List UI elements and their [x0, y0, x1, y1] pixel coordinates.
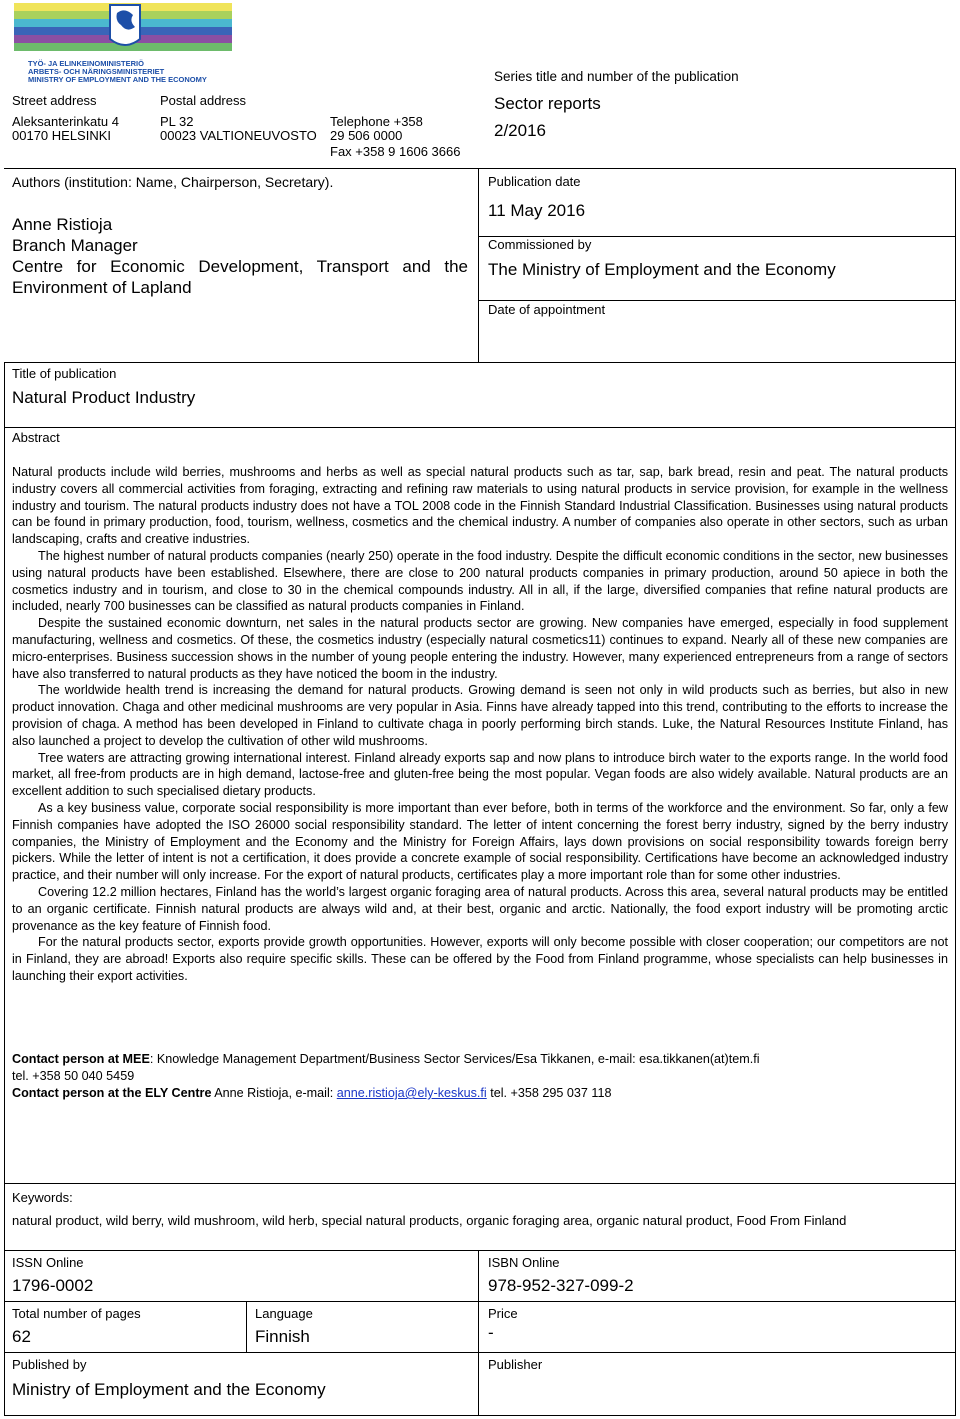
price-label: Price: [488, 1306, 518, 1321]
series-number: 2/2016: [494, 121, 546, 140]
title-label: Title of publication: [12, 366, 117, 381]
abstract-paragraph: The worldwide health trend is increasing the demand for natural products. Growing demand is seen not only in wild products such as berries, but also in new product innovation. Chaga and other medicinal mushrooms are very popular in Asia. Finns have already tapped into this trend, contributing to the efforts to increase the provision of chaga. A method has been developed in Finland to cultivate chaga in poorly performing birch stands. Luke, the Natural Resources Institute Finland, has also launched a project to develop the cultivation of other wild mushrooms.: [12, 683, 948, 748]
abstract-paragraph: Natural products include wild berries, mushrooms and herbs as well as special natural products such as tar, sap, bark bread, resin and peat. The natural products industry covers all commercial activities from foraging, extracting and refining raw materials to using natural products in service provision, for example in the wellness industry and tourism. The natural products industry does not have a TOL 2008 code in the Finnish Standard Industrial Classification. Businesses using natural products can be found in primary production, food, tourism, wellness, cosmetics and the chemical industry. A number of companies also operate in other sectors, such as urban landscaping, crafts and creative industries.: [12, 465, 948, 547]
divider: [955, 168, 956, 362]
commissioned-label: Commissioned by: [488, 237, 592, 252]
isbn-label: ISBN Online: [488, 1255, 560, 1270]
contact-mee-text: : Knowledge Management Department/Business Sector Services/Esa Tikkanen, e-mail: esa.tikkanen(at)tem.fi: [149, 1052, 760, 1066]
abstract-paragraph: Tree waters are attracting growing international interest. Finland already exports sap and now plans to introduce birch water to the exports range. In the world food market, all free-from products are in high demand, lactose-free and gluten-free being the most popular. Vegan foods are also widely available. Natural products are an excellent addition to such specialised dietary products.: [12, 750, 948, 799]
price-value: -: [488, 1323, 494, 1342]
divider: [4, 1301, 956, 1302]
divider: [4, 1415, 956, 1416]
author-org-2: Environment of Lapland: [12, 278, 192, 297]
language-label: Language: [255, 1306, 313, 1321]
abstract-label: Abstract: [12, 430, 60, 445]
contact-ely-label: Contact person at the ELY Centre: [12, 1086, 212, 1100]
divider: [4, 1250, 956, 1251]
divider: [478, 300, 956, 301]
series-label: Series title and number of the publication: [494, 69, 739, 84]
contact-ely: [12, 1086, 612, 1100]
logo-line-finnish: TYÖ- JA ELINKEINOMINISTERIÖ: [28, 59, 144, 68]
fax-number: Fax +358 9 1606 3666: [330, 144, 461, 159]
issn-label: ISSN Online: [12, 1255, 84, 1270]
telephone-number: 29 506 0000: [330, 128, 403, 143]
authors-label: Authors (institution: Name, Chairperson, Secretary).: [12, 174, 334, 190]
street-address: Aleksanterinkatu 4: [12, 114, 119, 129]
isbn-value: 978-952-327-099-2: [488, 1276, 634, 1295]
abstract-paragraph: For the natural products sector, exports provide growth opportunities. However, exports will only become possible with closer cooperation; our competitors are not in Finland, they are abroad! Exports also require specific skills. These can be offered by the Food from Finland programme, whose specialists can help businesses in launching their export activities.: [12, 935, 948, 983]
lion-emblem-icon: [110, 5, 140, 45]
street-city: 00170 HELSINKI: [12, 128, 112, 143]
pages-label: Total number of pages: [12, 1306, 141, 1321]
divider: [478, 168, 479, 362]
logo-line-swedish: ARBETS- OCH NÄRINGSMINISTERIET: [28, 67, 165, 76]
series-title: Sector reports: [494, 94, 601, 113]
postal-address: PL 32: [160, 114, 194, 129]
author-role: Branch Manager: [12, 236, 138, 255]
publication-date: 11 May 2016: [488, 201, 586, 220]
divider: [478, 1250, 479, 1415]
divider: [246, 1301, 247, 1352]
abstract-paragraph: Covering 12.2 million hectares, Finland has the world’s largest organic foraging area of natural products. Across this area, several natural products may be entitled to an organic certificate. Finnish natural products are always wild and, at their best, organic and arctic. Nationally, the food export industry will be promoting arctic provenance as the key feature of Finnish food.: [12, 884, 948, 933]
abstract-paragraph: The highest number of natural products companies (nearly 250) operate in the food industry. Despite the difficult economic conditions in the sector, new businesses using natural products have been established. Elsewhere, there are close to 200 natural products companies in primary production, around 50 apiece in both the cosmetics industry and in tourism, and close to 30 in the chemical compounds industry. All in all, if the large, diversified companies that refine natural products are included, nearly 700 businesses can be classified as natural products companies in Finland.: [12, 548, 948, 614]
abstract-paragraph: As a key business value, corporate social responsibility is more important than ever before, both in terms of the workforce and the environment. So far, only a few Finnish companies have adopted the ISO 26000 social responsibility standard. The letter of intent concerning the forest berry industry, signed by the berry industry companies, the Ministry of Employment and the Economy and the Ministry for Foreign Affairs, lays down provisions on social responsibility towards foreign berry pickers. While the letter of intent is not a certification, it does provide a concrete example of social responsibility. Certifications have become an acknowledged industry practice, and their number will only increase. For the export of natural products, certificates play a more important role than for some other industries.: [12, 800, 948, 883]
divider: [4, 427, 956, 428]
published-by-value: Ministry of Employment and the Economy: [12, 1380, 326, 1399]
postal-address-label: Postal address: [160, 93, 246, 108]
keywords-value: natural product, wild berry, wild mushroom, wild herb, special natural products, organic foraging area, organic natural product, Food From Finland: [12, 1213, 847, 1228]
contact-ely-email-link[interactable]: anne.ristioja@ely-keskus.fi: [336, 1086, 487, 1100]
divider: [4, 362, 956, 363]
contact-mee-label: Contact person at MEE: [12, 1052, 150, 1066]
contact-ely-tel: tel. +358 295 037 118: [486, 1086, 612, 1100]
contact-ely-text: Anne Ristioja, e-mail:: [211, 1086, 337, 1100]
contact-mee: [12, 1052, 760, 1066]
publication-title: Natural Product Industry: [12, 388, 196, 407]
author-org: Centre for Economic Development, Transport and the: [12, 257, 468, 276]
abstract-body: [12, 464, 948, 985]
language-value: Finnish: [255, 1327, 310, 1346]
pages-value: 62: [12, 1327, 31, 1346]
divider: [4, 168, 956, 169]
abstract-paragraph: Despite the sustained economic downturn, net sales in the natural products sector are growing. New companies have emerged, especially in food supplement manufacturing, wellness and cosmetics. Of these, the cosmetics industry (especially natural cosmetics11) continues to expand. Nearly all of these new companies are micro-enterprises. Business succession shows in the number of young people entering the industry. However, many experienced entrepreneurs from a range of sectors have also transferred to natural products as they have noticed the boom in the industry.: [12, 616, 948, 681]
issn-value: 1796-0002: [12, 1276, 94, 1295]
published-by-label: Published by: [12, 1357, 87, 1372]
publication-date-label: Publication date: [488, 174, 581, 189]
commissioned-by: The Ministry of Employment and the Economy: [488, 260, 836, 279]
logo-line-english: MINISTRY OF EMPLOYMENT AND THE ECONOMY: [28, 75, 207, 84]
logo-graphic: [14, 3, 232, 55]
divider: [955, 362, 956, 1416]
postal-city: 00023 VALTIONEUVOSTO: [160, 128, 317, 143]
publisher-label: Publisher: [488, 1357, 543, 1372]
contact-mee-tel: tel. +358 50 040 5459: [12, 1069, 135, 1083]
telephone-label: Telephone +358: [330, 114, 423, 129]
divider: [4, 1183, 956, 1184]
ministry-logo: [14, 3, 232, 83]
divider: [4, 1352, 956, 1353]
keywords-label: Keywords:: [12, 1190, 73, 1205]
appointment-label: Date of appointment: [488, 302, 606, 317]
street-address-label: Street address: [12, 93, 97, 108]
divider: [4, 362, 5, 1416]
author-name: Anne Ristioja: [12, 215, 113, 234]
